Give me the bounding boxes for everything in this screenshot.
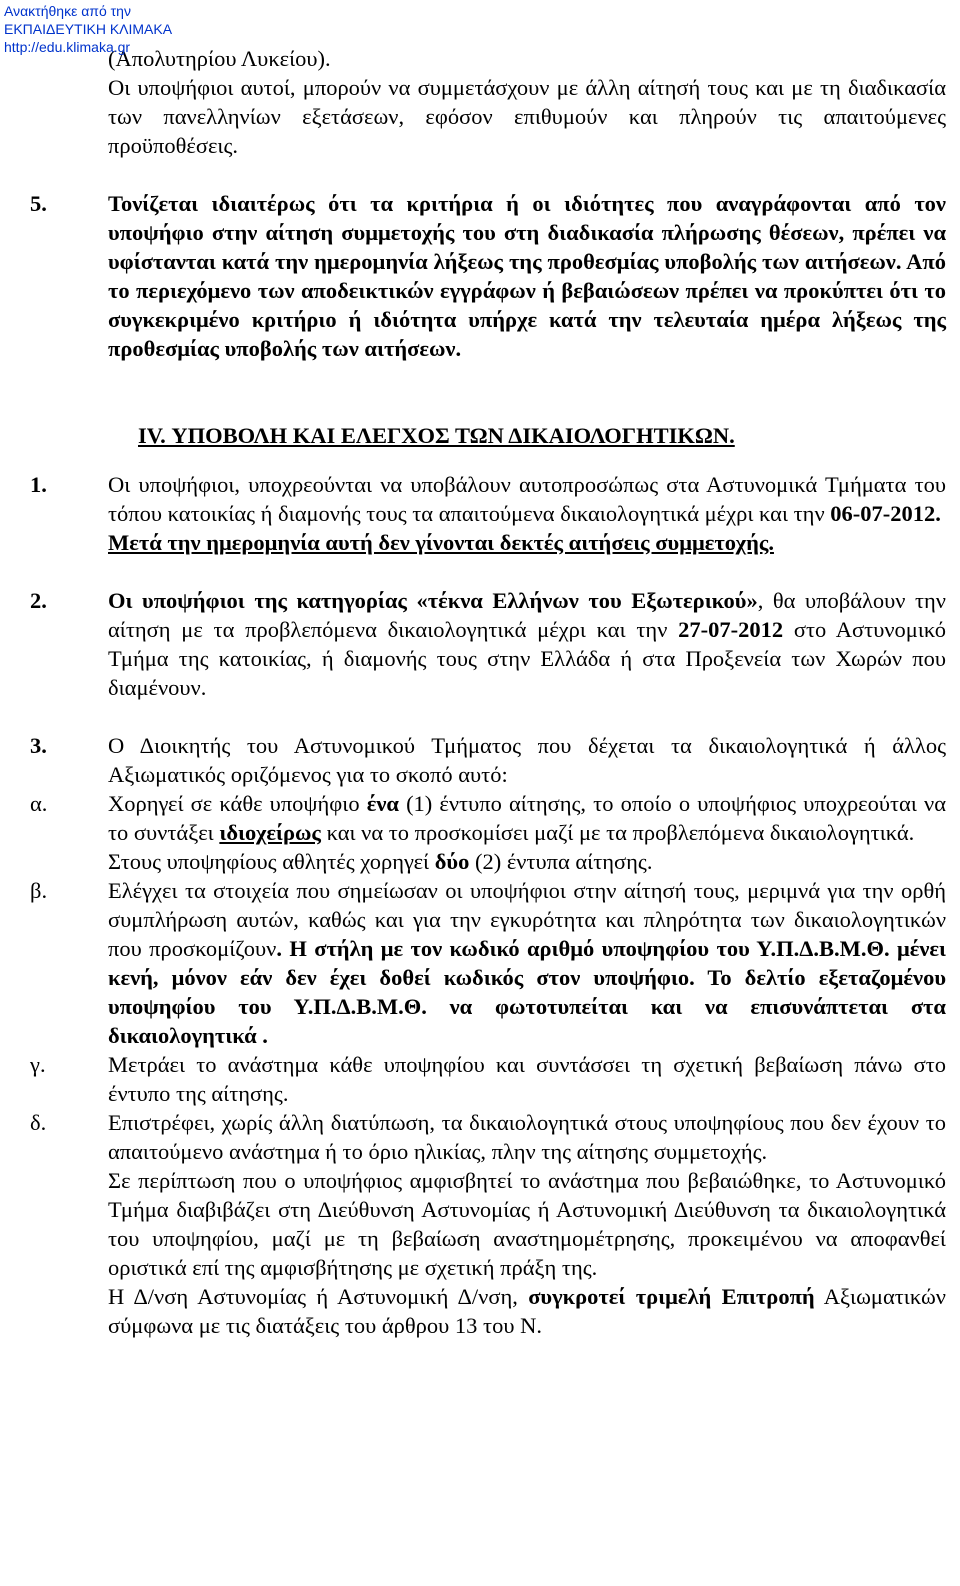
sub-g-text: Μετράει το ανάστημα κάθε υποψηφίου και συντάσσει τη σχετική βεβαίωση πάνω στο έντυπο της αίτησης. — [108, 1052, 946, 1106]
item-2-text-b: στο Αστυνομικό Τμήμα της κατοικίας, ή διαμονής τους στην Ελλάδα ή στα Προξενεία των Χωρών που διαμένουν. — [108, 617, 946, 700]
sub-a-t2: (1) έντυπο αίτησης, το οποίο ο υποψήφιος υποχρεούται να το συντάξει — [108, 791, 946, 845]
item-1 — [30, 470, 946, 557]
sub-d-p3-t2: Αξιωματικών σύμφωνα με τις διατάξεις του άρθρου 13 του Ν. — [108, 1284, 946, 1338]
sub-item-b-number: β. — [30, 878, 48, 903]
intro-line-1: (Απολυτηρίου Λυκείου). — [108, 46, 331, 71]
sub-a-p2-b1: δύο — [434, 849, 470, 874]
item-3-text: Ο Διοικητής του Αστυνομικού Τμήματος που δέχεται τα δικαιολογητικά ή άλλος Αξιωματικός οριζόμενος για το σκοπό αυτό: — [108, 733, 946, 787]
item-3-number: 3. — [30, 733, 47, 758]
sub-d-p3-t1: Η Δ/νση Αστυνομίας ή Αστυνομική Δ/νση, — [108, 1284, 529, 1309]
watermark-link[interactable]: http://edu.klimaka.gr — [4, 39, 131, 55]
watermark — [4, 2, 172, 56]
item-2-number: 2. — [30, 588, 47, 613]
item-1-date: 06-07-2012. — [830, 501, 941, 526]
item-5 — [30, 189, 946, 363]
item-5-number: 5. — [30, 191, 47, 216]
intro-paragraph — [30, 44, 946, 160]
sub-item-g — [30, 1050, 946, 1108]
sub-item-b — [30, 876, 946, 1050]
item-1-number: 1. — [30, 472, 47, 497]
item-1-text: Οι υποψήφιοι, υποχρεούνται να υποβάλουν αυτοπροσώπως στα Αστυνομικά Τμήματα του τόπου κατοικίας ή διαμονής τους τα απαιτούμενα δικαιολογητικά μέχρι και την — [108, 472, 946, 526]
sub-a-t1: Χορηγεί σε κάθε υποψήφιο — [108, 791, 367, 816]
item-5-text: Τονίζεται ιδιαιτέρως ότι τα κριτήρια ή οι ιδιότητες που αναγράφονται από τον υποψήφιο στην αίτηση συμμετοχής του στη διαδικασία πλήρωσης θέσεων, πρέπει να υφίστανται κατά την ημερομηνία λήξεως της προθεσμίας υποβολής των αιτήσεων. Από το περιεχόμενο των αποδεικτικών εγγράφων ή βεβαιώσεων πρέπει να προκύπτει ότι το συγκεκριμένο κριτήριο ή ιδιότητα υπήρχε κατά την τελευταία ημέρα λήξεως της προθεσμίας υποβολής των αιτήσεων. — [108, 191, 946, 361]
item-2-bold-lead: Οι υποψήφιοι της κατηγορίας «τέκνα Ελλήνων του Εξωτερικού» — [108, 588, 758, 613]
sub-a-bu1: ιδιοχείρως — [219, 820, 321, 845]
sub-item-g-number: γ. — [30, 1052, 46, 1077]
section-heading: IV. ΥΠΟΒΟΛΗ ΚΑΙ ΕΛΕΓΧΟΣ ΤΩΝ ΔΙΚΑΙΟΛΟΓΗΤΙΚΩΝ. — [138, 423, 735, 448]
sub-b-text: Ελέγχει τα στοιχεία που σημείωσαν οι υποψήφιοι στην αίτησή τους, μεριμνά για την ορθή συμπλήρωση αυτών, καθώς και για την εγκυρότητα και πληρότητα των δικαιολογητικών που προσκομίζουν — [108, 878, 946, 961]
sub-d-text: Επιστρέφει, χωρίς άλλη διατύπωση, τα δικαιολογητικά στους υποψηφίους που δεν έχουν το απαιτούμενο ανάστημα ή το όριο ηλικίας, πλην της αίτησης συμμετοχής. — [108, 1110, 946, 1164]
sub-item-a-number: α. — [30, 791, 48, 816]
watermark-line-1: Ανακτήθηκε από την — [4, 3, 131, 19]
intro-text: Οι υποψήφιοι αυτοί, μπορούν να συμμετάσχουν με άλλη αίτησή τους και με τη διαδικασία των πανελληνίων εξετάσεων, εφόσον επιθυμούν και πληρούν τις απαιτούμενες προϋποθέσεις. — [108, 75, 946, 158]
item-2-text-a: , θα υποβάλουν την αίτηση με τα προβλεπόμενα δικαιολογητικά μέχρι και την — [108, 588, 946, 642]
sub-d-p2: Σε περίπτωση που ο υποψήφιος αμφισβητεί το ανάστημα που βεβαιώθηκε, το Αστυνομικό Τμήμα διαβιβάζει στη Διεύθυνση Αστυνομίας ή Αστυνομική Διεύθυνση τα δικαιολογητικά του υποψηφίου, μαζί με τη βεβαίωση αναστημομέτρησης, προκειμένου να αποφανθεί οριστικά επί της αμφισβήτησης με σχετική πράξη της. — [108, 1168, 946, 1280]
document-page — [30, 44, 946, 1340]
sub-a-p2-t2: (2) έντυπα αίτησης. — [469, 849, 653, 874]
sub-a-t3: και να το προσκομίσει μαζί με τα προβλεπόμενα δικαιολογητικά. — [320, 820, 915, 845]
sub-a-b1: ένα — [366, 791, 399, 816]
item-3 — [30, 731, 946, 789]
sub-item-d-number: δ. — [30, 1110, 47, 1135]
sub-a-p2-t1: Στους υποψηφίους αθλητές χορηγεί — [108, 849, 435, 874]
sub-d-p3-b1: συγκροτεί τριμελή Επιτροπή — [528, 1284, 815, 1309]
sub-item-d — [30, 1108, 946, 1340]
sub-item-a — [30, 789, 946, 876]
item-2-date: 27-07-2012 — [678, 617, 784, 642]
item-2 — [30, 586, 946, 702]
sub-b-bold: . Η στήλη με τον κωδικό αριθμό υποψηφίου του Υ.Π.Δ.Β.Μ.Θ. μένει κενή, μόνον εάν δεν έχει δοθεί κωδικός στον υποψήφιο. Το δελτίο εξεταζομένου υποψηφίου του Υ.Π.Δ.Β.Μ.Θ. να φωτοτυπείται και να επισυνάπτεται στα δικαιολογητικά . — [108, 936, 946, 1048]
item-1-note: Μετά την ημερομηνία αυτή δεν γίνονται δεκτές αιτήσεις συμμετοχής. — [108, 530, 774, 555]
watermark-line-2: ΕΚΠΑΙΔΕΥΤΙΚΗ ΚΛΙΜΑΚΑ — [4, 21, 173, 37]
